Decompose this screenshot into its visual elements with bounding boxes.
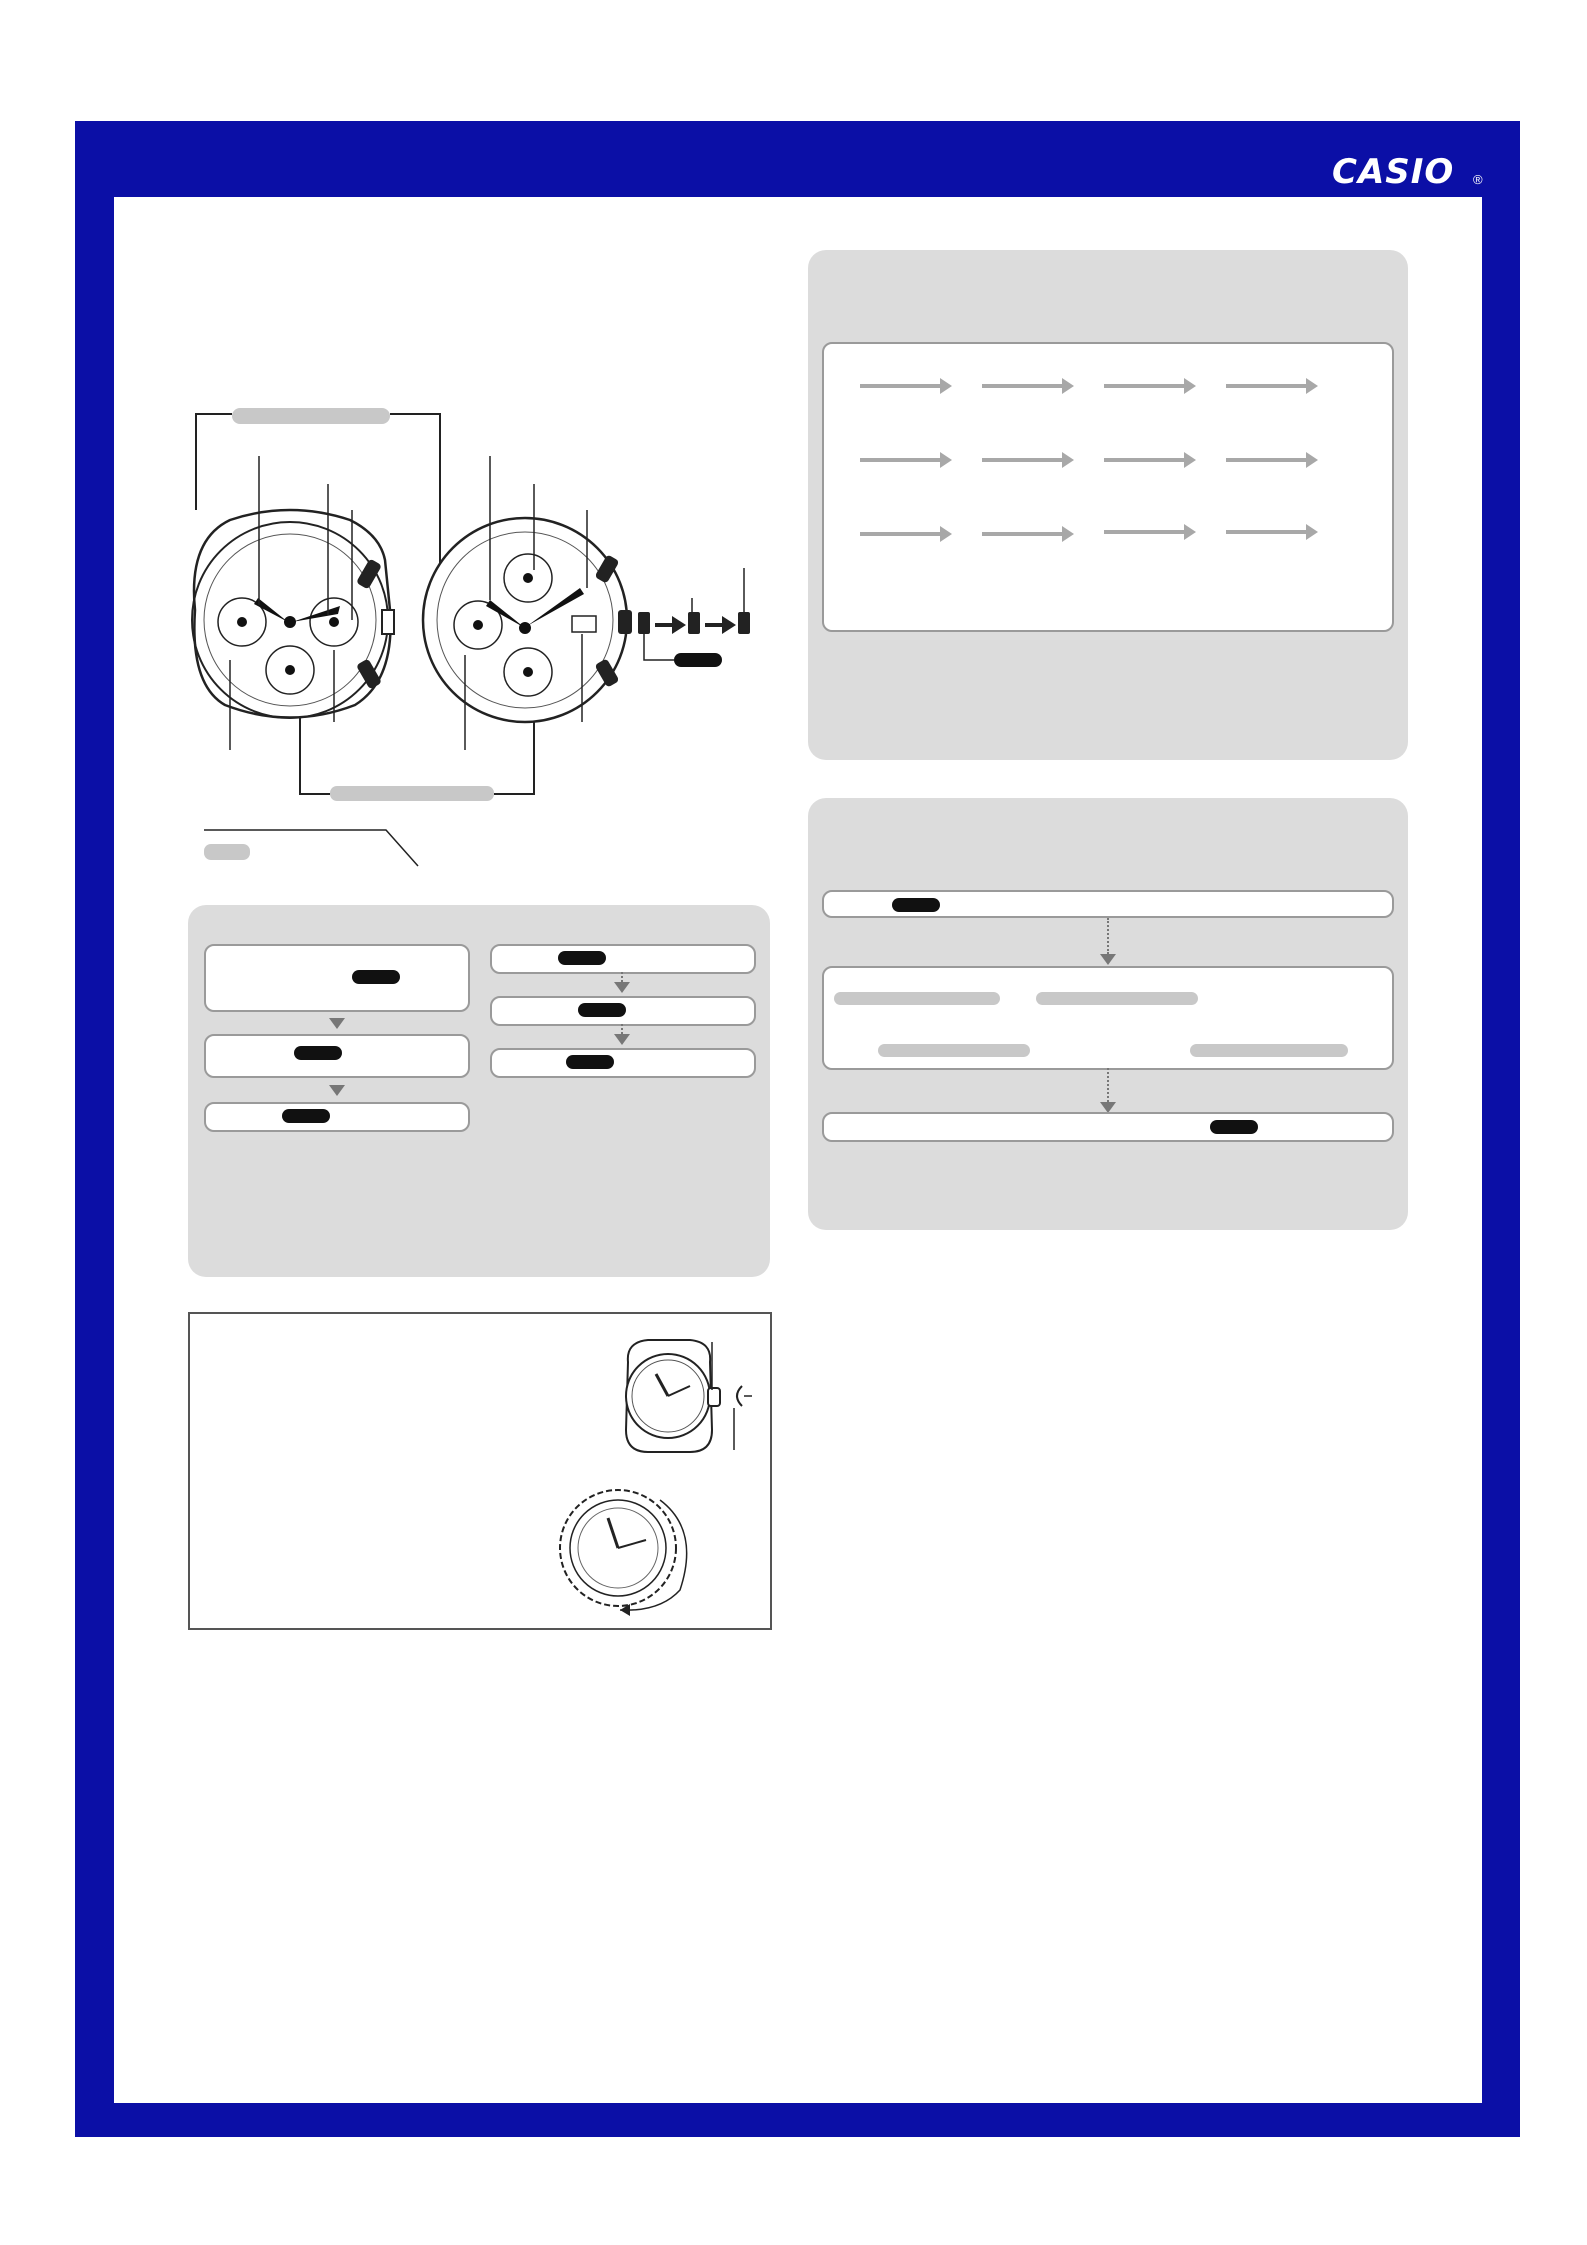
down-arrow-icon — [1100, 954, 1116, 965]
step-box — [822, 1112, 1394, 1142]
registered-mark: ® — [1473, 172, 1483, 187]
button-label — [1210, 1120, 1258, 1134]
setting-label — [1036, 992, 1198, 1005]
setting-label — [1190, 1044, 1348, 1057]
setting-label — [834, 992, 1000, 1005]
setting-label — [878, 1044, 1030, 1057]
button-label — [892, 898, 940, 912]
flow-connector — [1107, 1068, 1109, 1102]
casio-logo: CASIO — [1332, 152, 1455, 192]
flow-connector — [1107, 918, 1109, 954]
